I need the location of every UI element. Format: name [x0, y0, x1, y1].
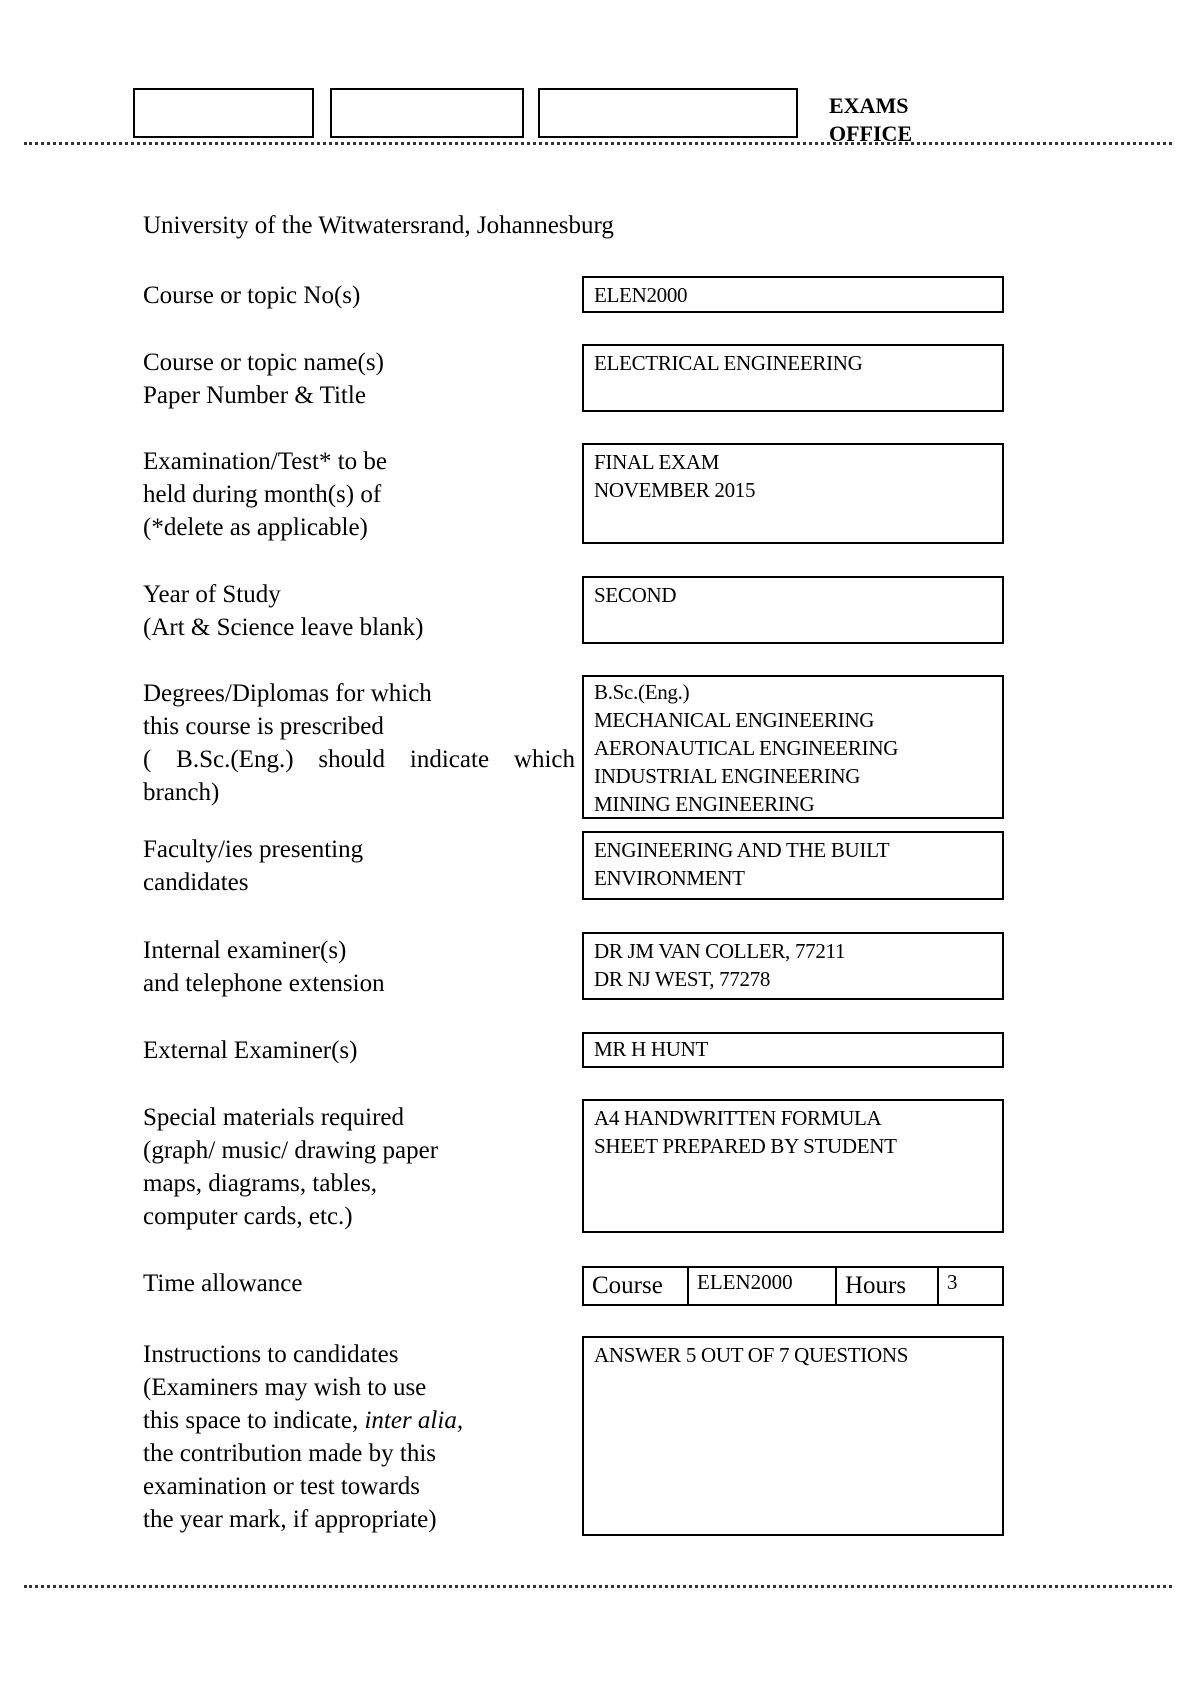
examination-field[interactable]: FINAL EXAM NOVEMBER 2015: [582, 443, 1004, 544]
time-hours-value[interactable]: 3: [947, 1270, 958, 1294]
label-line: Degrees/Diplomas for which: [143, 680, 432, 707]
label-line: maps, diagrams, tables,: [143, 1170, 377, 1197]
label-line: (Examiners may wish to use: [143, 1374, 427, 1401]
label-line: Course or topic No(s): [143, 282, 361, 309]
label-instructions: [143, 1338, 575, 1536]
label-special-materials: [143, 1101, 575, 1233]
label-internal-examiner: [143, 934, 575, 1000]
label-line: ( B.Sc.(Eng.) should indicate which: [143, 746, 575, 773]
label-line: Faculty/ies presenting: [143, 836, 364, 863]
year-of-study-field[interactable]: SECOND: [582, 576, 1004, 644]
special-materials-field[interactable]: A4 HANDWRITTEN FORMULA SHEET PREPARED BY STUDENT: [582, 1099, 1004, 1233]
label-line: and telephone extension: [143, 970, 385, 997]
label-text: this space to indicate,: [143, 1407, 365, 1434]
label-external-examiner: [143, 1034, 575, 1067]
label-line: Instructions to candidates: [143, 1341, 399, 1368]
time-course-value[interactable]: ELEN2000: [689, 1268, 837, 1304]
top-divider: [24, 142, 1172, 145]
label-italic-text: inter alia,: [364, 1407, 464, 1434]
label-line: Course or topic name(s): [143, 349, 384, 376]
label-line: (Art & Science leave blank): [143, 614, 424, 641]
label-course-name: [143, 346, 575, 412]
label-line: (graph/ music/ drawing paper: [143, 1137, 439, 1164]
time-hours-header: Hours: [837, 1268, 939, 1304]
label-line: the contribution made by this: [143, 1440, 437, 1467]
label-line: Examination/Test* to be: [143, 448, 388, 475]
external-examiner-field[interactable]: MR H HUNT: [582, 1032, 1004, 1068]
faculty-field[interactable]: ENGINEERING AND THE BUILT ENVIRONMENT: [582, 831, 1004, 900]
label-line: examination or test towards: [143, 1473, 421, 1500]
label-course-no: [143, 279, 575, 312]
label-line: computer cards, etc.): [143, 1203, 353, 1230]
course-name-field[interactable]: ELECTRICAL ENGINEERING: [582, 344, 1004, 412]
header-box-3[interactable]: [538, 88, 798, 138]
label-line: branch): [143, 779, 220, 806]
label-line: Year of Study: [143, 581, 281, 608]
header-box-2[interactable]: [330, 88, 524, 138]
label-line: Special materials required: [143, 1104, 404, 1131]
label-line-italic-mix: [143, 1404, 575, 1437]
label-time-allowance: Time allowance: [143, 1270, 303, 1297]
label-line: this course is prescribed: [143, 713, 384, 740]
exams-office-label: [829, 92, 912, 148]
bottom-divider: [24, 1585, 1172, 1588]
time-allowance-row: [582, 1266, 1004, 1306]
label-line: Paper Number & Title: [143, 382, 366, 409]
label-line: the year mark, if appropriate): [143, 1506, 437, 1533]
header-box-1[interactable]: [133, 88, 314, 138]
label-faculty: [143, 833, 575, 899]
label-line: held during month(s) of: [143, 481, 382, 508]
degrees-field[interactable]: B.Sc.(Eng.) MECHANICAL ENGINEERING AERONAUTICAL ENGINEERING INDUSTRIAL ENGINEERING MINING ENGINEERING: [582, 675, 1004, 819]
internal-examiner-field[interactable]: DR JM VAN COLLER, 77211 DR NJ WEST, 77278: [582, 932, 1004, 1000]
exams-office-line1: EXAMS: [829, 93, 909, 118]
label-line: External Examiner(s): [143, 1037, 358, 1064]
instructions-field[interactable]: ANSWER 5 OUT OF 7 QUESTIONS: [582, 1336, 1004, 1536]
label-line: candidates: [143, 869, 249, 896]
label-year-of-study: [143, 578, 575, 644]
exams-office-line2: OFFICE: [829, 121, 913, 146]
label-line: (*delete as applicable): [143, 514, 368, 541]
label-line: Internal examiner(s): [143, 937, 347, 964]
label-examination: [143, 445, 575, 544]
course-no-field[interactable]: ELEN2000: [582, 276, 1004, 313]
label-degrees: [143, 677, 575, 809]
university-name: University of the Witwatersrand, Johannesburg: [143, 212, 614, 239]
time-course-header: Course: [584, 1268, 689, 1304]
